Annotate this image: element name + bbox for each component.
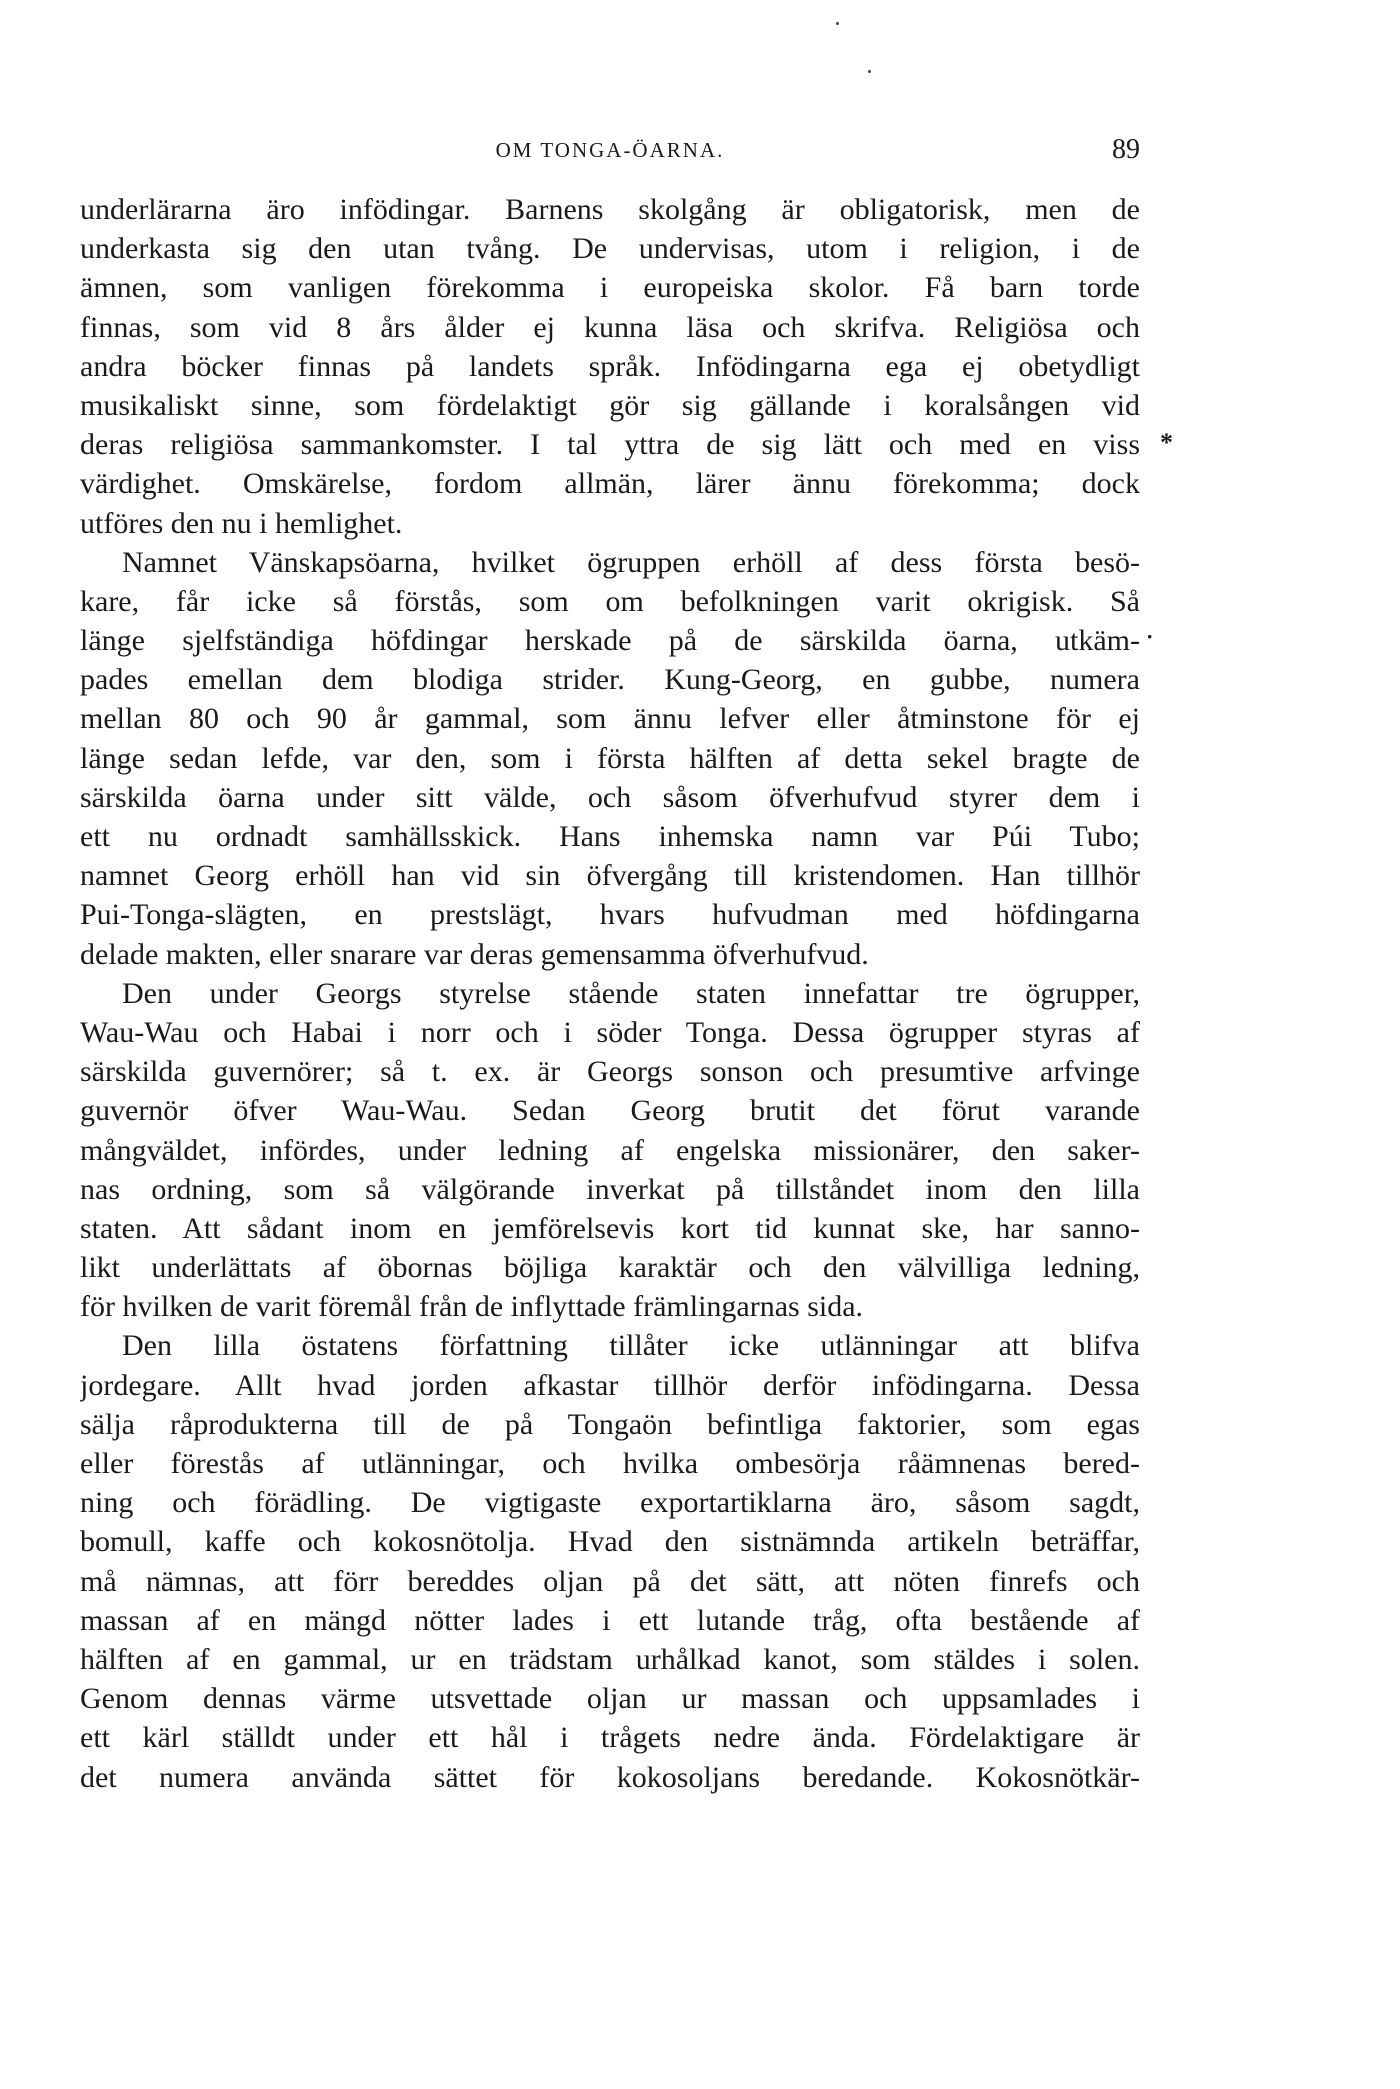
text-line: ämnen, som vanligen förekomma i europeiska skolor. Få barn torde [80, 271, 1140, 305]
text-line: namnet Georg erhöll han vid sin öfvergång till kristendomen. Han tillhör [80, 859, 1140, 893]
text-line: sälja råprodukterna till de på Tongaön befintliga faktorier, som egas [80, 1407, 1140, 1441]
text-line: utföres den nu i hemlighet. [80, 506, 403, 540]
text-line: länge sjelfständiga höfdingar herskade på de särskilda öarna, utkäm- [80, 624, 1140, 658]
text-line: hälften af en gammal, ur en trädstam urhålkad kanot, som stäldes i solen. [80, 1642, 1140, 1676]
text-line: jordegare. Allt hvad jorden afkastar tillhör derför infödingarna. Dessa [80, 1368, 1140, 1402]
text-line: staten. Att sådant inom en jemförelsevis kort tid kunnat ske, har sanno- [80, 1211, 1140, 1245]
text-line: deras religiösa sammankomster. I tal yttra de sig lätt och med en viss [80, 428, 1140, 462]
text-line: värdighet. Omskärelse, fordom allmän, lärer ännu förekomma; dock [80, 467, 1140, 501]
text-line: guvernör öfver Wau-Wau. Sedan Georg brutit det förut varande [80, 1094, 1140, 1128]
text-line: mångväldet, infördes, under ledning af engelska missionärer, den saker- [80, 1133, 1140, 1167]
text-line: ning och förädling. De vigtigaste exportartiklarna äro, såsom sagdt, [80, 1486, 1140, 1520]
text-line: ett nu ordnadt samhällsskick. Hans inhemska namn var Púi Tubo; [80, 820, 1140, 853]
text-line: det numera använda sättet för kokosoljans beredande. Kokosnötkär- [80, 1760, 1140, 1794]
print-speck [836, 22, 839, 25]
running-title: OM TONGA-ÖARNA. [495, 138, 725, 162]
text-line: likt underlättats af öbornas böjliga karaktär och den välvilliga ledning, [80, 1251, 1140, 1285]
text-line: Pui-Tonga-slägten, en prestslägt, hvars hufvudman med höfdingarna [80, 898, 1140, 932]
text-line: kare, får icke så förstås, som om befolkningen varit okrigisk. Så [80, 584, 1140, 618]
body-text [80, 190, 1140, 1797]
margin-mark: · [1146, 624, 1154, 649]
text-line: särskilda öarna under sitt välde, och såsom öfverhufvud styrer dem i [80, 780, 1140, 814]
text-line: underkasta sig den utan tvång. De undervisas, utom i religion, i de [80, 232, 1140, 266]
text-line: delade makten, eller snarare var deras gemensamma öfverhufvud. [80, 937, 869, 971]
text-line: pades emellan dem blodiga strider. Kung-Georg, en gubbe, numera [80, 663, 1140, 697]
page-number: 89 [1112, 134, 1140, 165]
text-line: mellan 80 och 90 år gammal, som ännu lefver eller åtminstone för ej [80, 702, 1140, 736]
text-line: andra böcker finnas på landets språk. Infödingarna ega ej obetydligt [80, 349, 1140, 383]
text-line: musikaliskt sinne, som fördelaktigt gör sig gällande i koralsången vid [80, 388, 1140, 422]
text-line: nas ordning, som så välgörande inverkat på tillståndet inom den lilla [80, 1172, 1140, 1206]
text-line: eller förestås af utlänningar, och hvilka ombesörja råämnenas bered- [80, 1447, 1140, 1480]
running-head [80, 134, 1140, 178]
print-speck [868, 70, 871, 73]
text-line: Namnet Vänskapsöarna, hvilket ögruppen erhöll af dess första besö- [122, 545, 1140, 579]
text-line: särskilda guvernörer; så t. ex. är Georgs sonson och presumtive arfvinge [80, 1055, 1140, 1089]
text-line: Den under Georgs styrelse stående staten innefattar tre ögrupper, [122, 976, 1140, 1010]
text-line: må nämnas, att förr bereddes oljan på det sätt, att nöten finrefs och [80, 1564, 1140, 1598]
text-line: underlärarna äro infödingar. Barnens skolgång är obligatorisk, men de [80, 193, 1140, 226]
margin-mark: * [1160, 428, 1173, 457]
text-line: massan af en mängd nötter lades i ett lutande tråg, ofta bestående af [80, 1603, 1140, 1637]
text-line: Genom dennas värme utsvettade oljan ur massan och uppsamlades i [80, 1682, 1140, 1716]
text-line: för hvilken de varit föremål från de inflyttade främlingarnas sida. [80, 1290, 864, 1324]
text-line: ett kärl ställdt under ett hål i trågets nedre ända. Fördelaktigare är [80, 1721, 1140, 1755]
text-line: finnas, som vid 8 års ålder ej kunna läsa och skrifva. Religiösa och [80, 310, 1140, 344]
text-line: bomull, kaffe och kokosnötolja. Hvad den sistnämnda artikeln beträffar, [80, 1525, 1140, 1559]
text-line: länge sedan lefde, var den, som i första hälften af detta sekel bragte de [80, 741, 1140, 775]
text-line: Wau-Wau och Habai i norr och i söder Tonga. Dessa ögrupper styras af [80, 1015, 1140, 1049]
text-line: Den lilla östatens författning tillåter icke utlänningar att blifva [122, 1329, 1140, 1363]
